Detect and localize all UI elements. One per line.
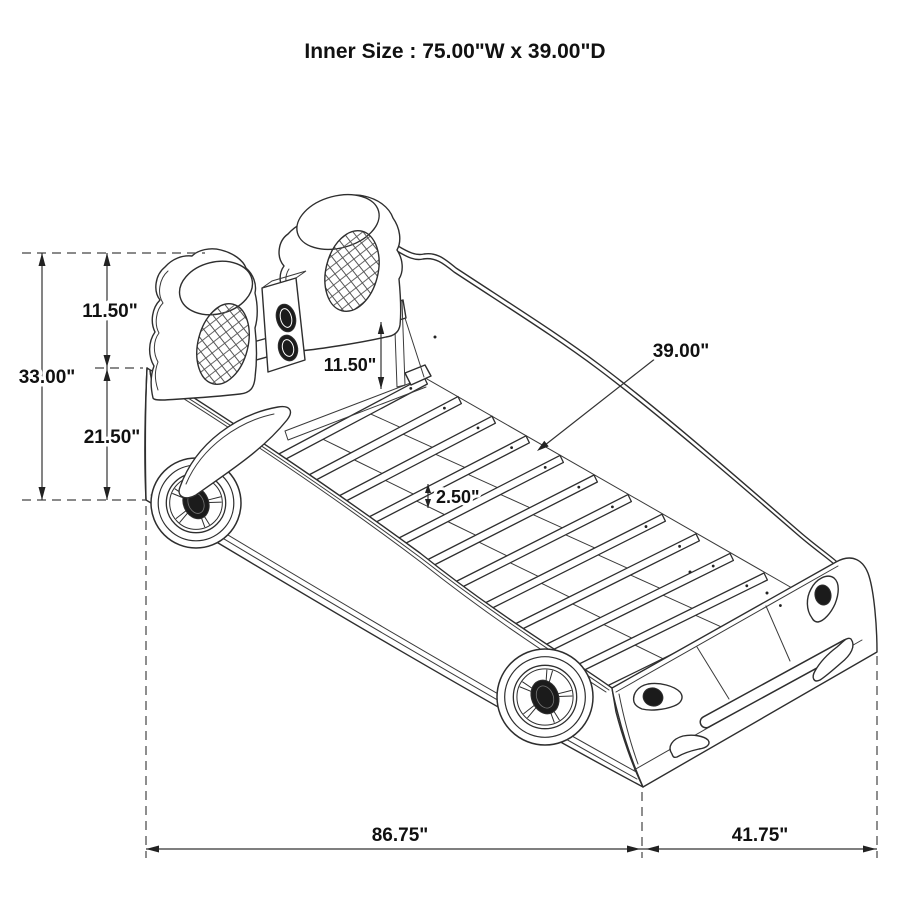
front-wheel (497, 649, 593, 745)
seat-left (150, 249, 259, 400)
car-bed-drawing (145, 186, 877, 787)
dim-lower-body: 21.50" (83, 427, 141, 448)
dim-headboard-upper: 11.50" (82, 301, 138, 322)
dim-overall-length: 86.75" (371, 825, 429, 846)
deck-far-edge (420, 375, 806, 596)
dim-front-width: 41.75" (731, 825, 789, 846)
diagram-title: Inner Size : 75.00"W x 39.00"D (304, 40, 606, 63)
dim-slat-thickness: 2.50" (436, 487, 480, 507)
dim-overall-height: 33.00" (18, 367, 76, 388)
dim-headboard-inner: 11.50" (323, 355, 377, 375)
dim-inner-width: 39.00" (652, 341, 710, 362)
headlight-near (634, 683, 682, 710)
far-side-rail (397, 246, 836, 564)
